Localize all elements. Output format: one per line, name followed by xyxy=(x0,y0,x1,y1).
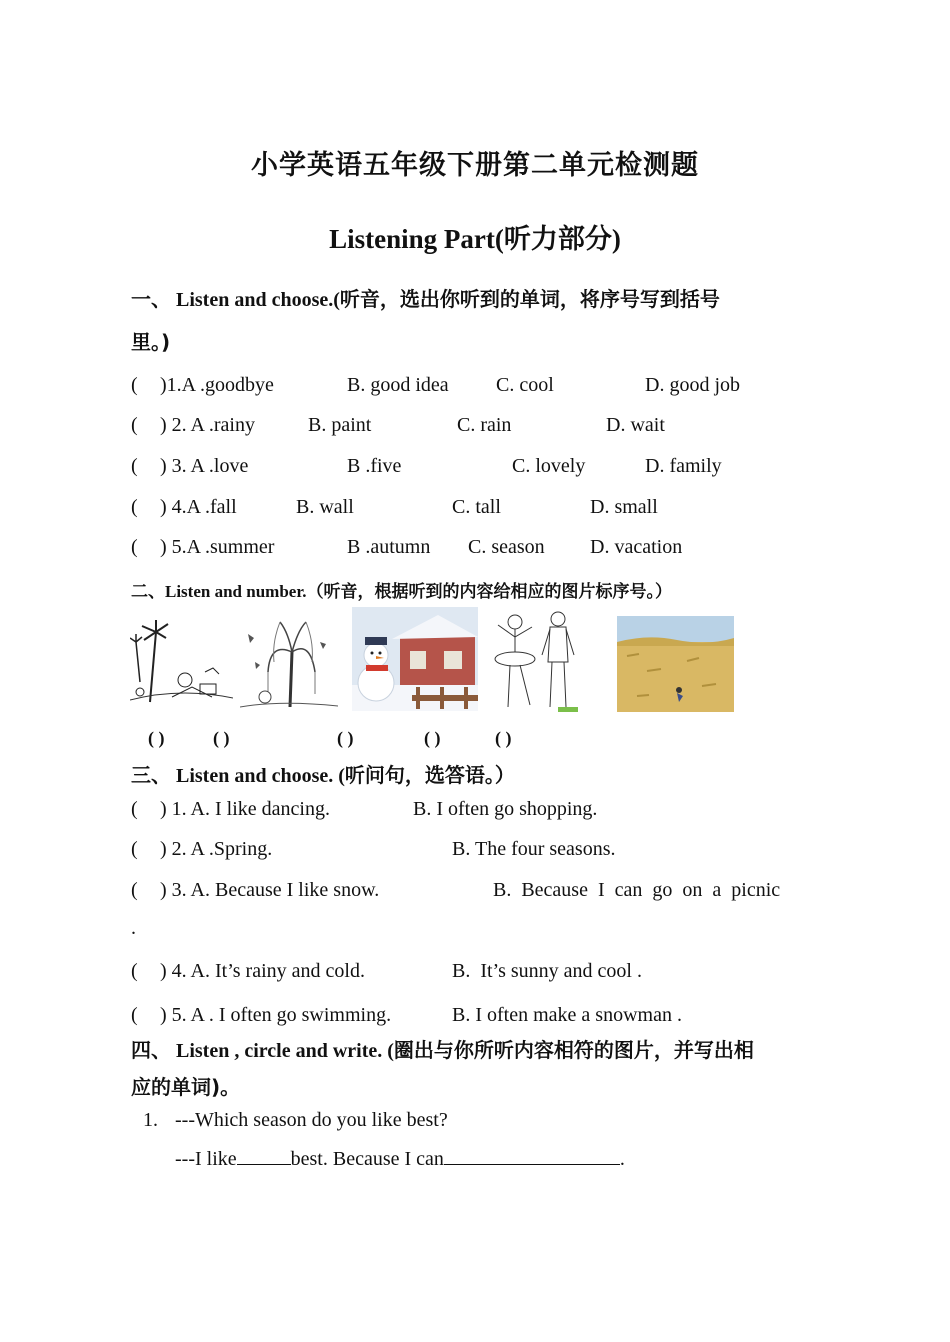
answer-paren[interactable]: ( xyxy=(131,414,138,436)
option-a: ) 5.A .summer xyxy=(160,536,275,558)
section1-number: 一、 xyxy=(131,287,171,311)
option-b: B. I often go shopping. xyxy=(413,798,598,820)
option-b: B. The four seasons. xyxy=(452,838,616,860)
page-title: 小学英语五年级下册第二单元检测题 xyxy=(251,150,699,181)
section4-heading-cn: 圈出与你所听内容相符的图片，并写出相 xyxy=(393,1038,754,1062)
section4-heading-cn-line2: 应的单词)。 xyxy=(131,1075,241,1099)
option-d: D. wait xyxy=(606,414,665,436)
subtitle-en: Listening Part( xyxy=(329,224,504,254)
picture-answer-paren[interactable]: ( ) xyxy=(495,728,512,748)
beach-picture[interactable] xyxy=(130,612,233,712)
subtitle-cn: 听力部分 xyxy=(503,224,612,255)
answer-paren[interactable]: ( xyxy=(131,455,138,477)
option-d: D. vacation xyxy=(590,536,683,558)
s3-item-5 xyxy=(131,1004,392,1027)
s1-item-1 xyxy=(131,374,274,397)
s1-item-5 xyxy=(131,536,275,559)
subtitle-close: ) xyxy=(611,224,621,254)
dancers-picture[interactable] xyxy=(480,607,580,715)
s3-item-3 xyxy=(131,879,380,902)
answer-period: . xyxy=(619,1148,625,1170)
answer-paren[interactable]: ( xyxy=(131,838,138,860)
option-c: C. cool xyxy=(496,374,554,396)
answer-paren[interactable]: ( xyxy=(131,1004,138,1026)
section1-heading-en: Listen and choose.( xyxy=(176,289,340,311)
option-b: B. I often make a snowman . xyxy=(452,1004,682,1026)
answer-paren[interactable]: ( xyxy=(131,536,138,558)
option-c: C. lovely xyxy=(512,455,586,477)
option-a: ) 3. A. Because I like snow. xyxy=(160,879,380,901)
answer-paren[interactable]: ( xyxy=(131,496,138,518)
section2-number: 二、 xyxy=(131,582,165,602)
answer-paren[interactable]: ( xyxy=(131,798,138,820)
section1-heading-line2 xyxy=(131,326,170,355)
section1-heading-cn: 听音，选出你听到的单词，将序号写到括号 xyxy=(339,287,720,311)
option-a: ) 3. A .love xyxy=(160,455,249,477)
section4-heading-line2 xyxy=(131,1071,240,1100)
option-a: ) 4.A .fall xyxy=(160,496,237,518)
section2-heading xyxy=(131,577,672,602)
answer-text: ---I like xyxy=(175,1148,237,1170)
picture-answer-paren[interactable]: ( ) xyxy=(148,728,165,748)
option-a: ) 4. A. It’s rainy and cold. xyxy=(160,960,365,982)
option-d: D. family xyxy=(645,455,722,477)
section3-heading-cn: 听问句，选答语。） xyxy=(344,763,515,787)
option-b: B. Because I can go on a picnic xyxy=(493,879,781,901)
option-b: B .five xyxy=(347,455,402,477)
section3-heading-en: Listen and choose. ( xyxy=(176,765,345,787)
option-c: C. rain xyxy=(457,414,512,436)
activity-blank[interactable] xyxy=(444,1146,620,1165)
option-b: B .autumn xyxy=(347,536,431,558)
option-b: B. wall xyxy=(296,496,354,518)
autumn-tree-picture[interactable] xyxy=(240,612,338,712)
s3-item-3-continuation: . xyxy=(131,917,136,939)
option-b: B. good idea xyxy=(347,374,449,396)
section2-heading-cn: （听音，根据听到的内容给相应的图片标序号。） xyxy=(306,582,673,602)
option-d: D. small xyxy=(590,496,658,518)
picture-answer-paren[interactable]: ( ) xyxy=(337,728,354,748)
section1-heading-cn-line2: 里。) xyxy=(131,330,171,354)
s3-item-4 xyxy=(131,960,365,983)
answer-paren[interactable]: ( xyxy=(131,960,138,982)
s1-item-2 xyxy=(131,414,255,437)
s1-item-3 xyxy=(131,455,249,478)
snowman-picture[interactable] xyxy=(352,607,478,711)
section4-heading-en: Listen , circle and write. ( xyxy=(176,1040,394,1062)
section3-heading xyxy=(131,759,515,788)
picture-answer-paren[interactable]: ( ) xyxy=(213,728,230,748)
option-a: ) 2. A .Spring. xyxy=(160,838,273,860)
answer-paren[interactable]: ( xyxy=(131,879,138,901)
answer-paren[interactable]: ( xyxy=(131,374,138,396)
season-blank[interactable] xyxy=(237,1146,291,1165)
option-c: C. season xyxy=(468,536,545,558)
option-a: ) 1. A. I like dancing. xyxy=(160,798,330,820)
s1-item-4 xyxy=(131,496,237,519)
option-a: ) 2. A .rainy xyxy=(160,414,255,436)
s3-item-2 xyxy=(131,838,273,861)
field-picture[interactable] xyxy=(617,616,734,712)
picture-answer-paren[interactable]: ( ) xyxy=(424,728,441,748)
section4-heading xyxy=(131,1034,754,1063)
option-a: ) 5. A . I often go swimming. xyxy=(160,1004,392,1026)
answer-text: best. Because I can xyxy=(290,1148,444,1170)
option-a: )1.A .goodbye xyxy=(160,374,274,396)
option-b: B. paint xyxy=(308,414,372,436)
option-d: D. good job xyxy=(645,374,740,396)
section3-number: 三、 xyxy=(131,763,171,787)
section1-heading xyxy=(131,283,720,312)
section4-number: 四、 xyxy=(131,1038,171,1062)
question-line: ---Which season do you like best? xyxy=(175,1109,448,1131)
question-number: 1. xyxy=(143,1109,158,1131)
section2-heading-en: Listen and number. xyxy=(165,582,307,601)
page-subtitle xyxy=(0,217,950,256)
answer-line xyxy=(175,1146,625,1171)
s3-item-1 xyxy=(131,798,330,821)
option-c: C. tall xyxy=(452,496,501,518)
option-b: B. It’s sunny and cool . xyxy=(452,960,642,982)
